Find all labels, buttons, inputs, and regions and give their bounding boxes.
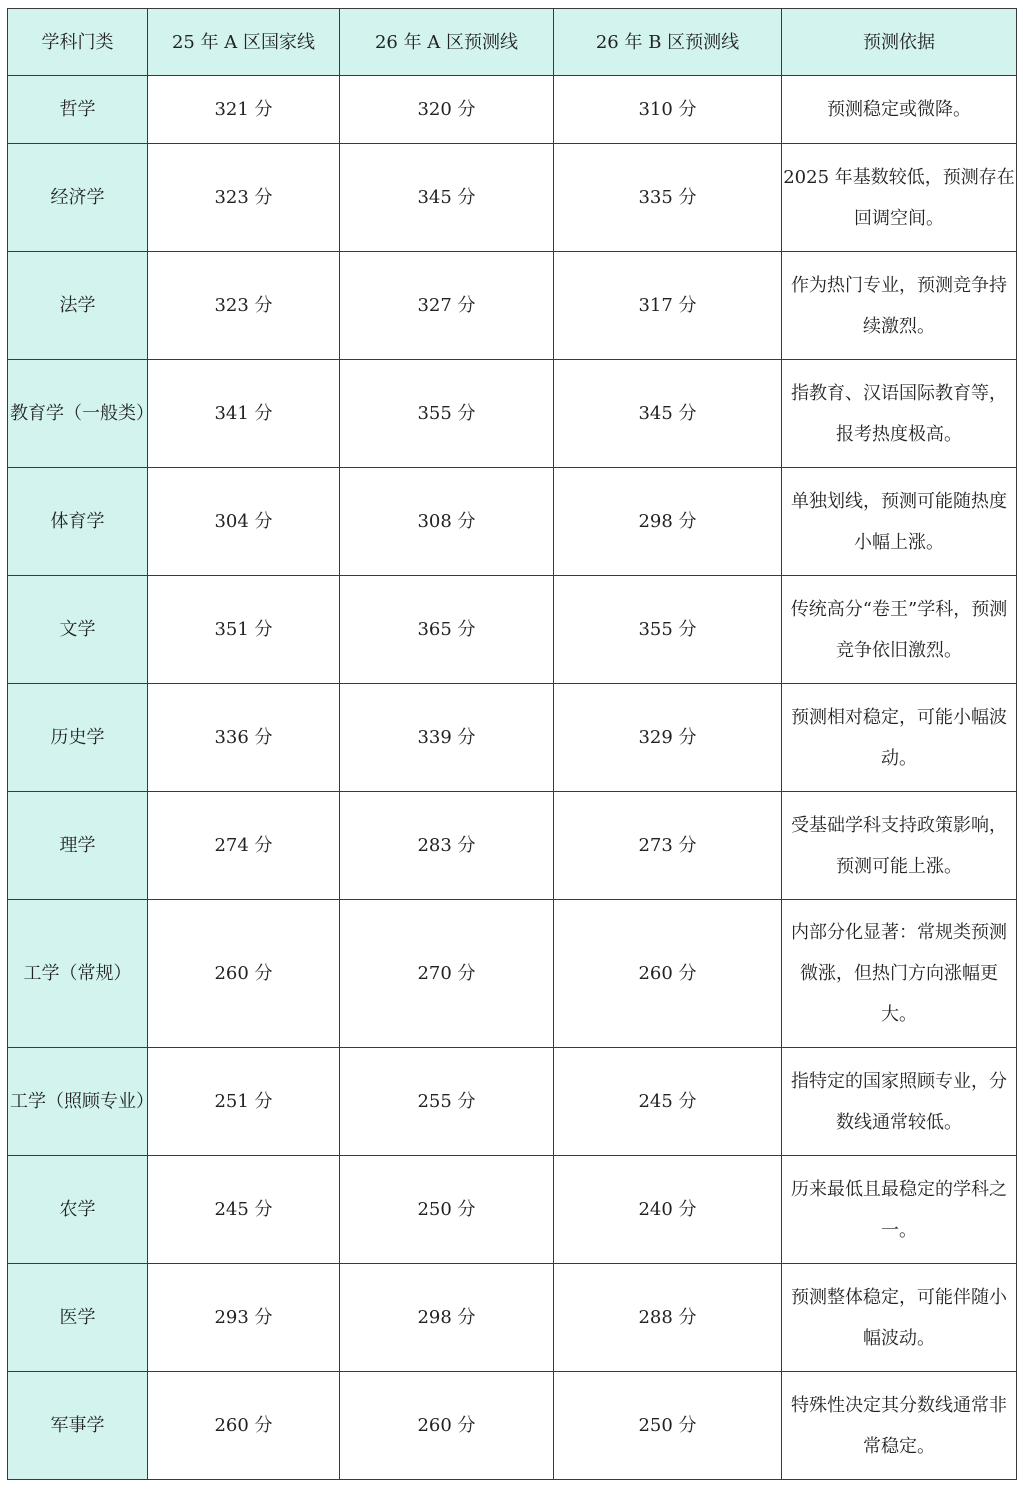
a26-cell: 327 分 xyxy=(340,252,554,360)
b26-cell: 317 分 xyxy=(554,252,782,360)
a26-cell: 255 分 xyxy=(340,1048,554,1156)
table-row xyxy=(8,792,1017,900)
subject-cell: 工学（常规） xyxy=(8,900,148,1048)
a25-cell: 251 分 xyxy=(148,1048,340,1156)
score-table xyxy=(7,8,1017,1480)
table-row xyxy=(8,468,1017,576)
b26-cell: 288 分 xyxy=(554,1264,782,1372)
header-basis: 预测依据 xyxy=(782,9,1017,76)
b26-cell: 260 分 xyxy=(554,900,782,1048)
table-header xyxy=(8,9,1017,76)
basis-cell: 预测相对稳定，可能小幅波动。 xyxy=(782,684,1017,792)
table-row xyxy=(8,252,1017,360)
table-row xyxy=(8,900,1017,1048)
a26-cell: 345 分 xyxy=(340,144,554,252)
a26-cell: 355 分 xyxy=(340,360,554,468)
basis-cell: 历来最低且最稳定的学科之一。 xyxy=(782,1156,1017,1264)
b26-cell: 245 分 xyxy=(554,1048,782,1156)
a25-cell: 293 分 xyxy=(148,1264,340,1372)
subject-cell: 法学 xyxy=(8,252,148,360)
subject-cell: 工学（照顾专业） xyxy=(8,1048,148,1156)
table-row xyxy=(8,360,1017,468)
a25-cell: 321 分 xyxy=(148,76,340,144)
b26-cell: 310 分 xyxy=(554,76,782,144)
b26-cell: 329 分 xyxy=(554,684,782,792)
a26-cell: 298 分 xyxy=(340,1264,554,1372)
basis-cell: 指特定的国家照顾专业，分数线通常较低。 xyxy=(782,1048,1017,1156)
subject-cell: 文学 xyxy=(8,576,148,684)
a25-cell: 341 分 xyxy=(148,360,340,468)
subject-cell: 体育学 xyxy=(8,468,148,576)
a25-cell: 245 分 xyxy=(148,1156,340,1264)
basis-cell: 预测稳定或微降。 xyxy=(782,76,1017,144)
basis-cell: 受基础学科支持政策影响，预测可能上涨。 xyxy=(782,792,1017,900)
a26-cell: 365 分 xyxy=(340,576,554,684)
table-row xyxy=(8,76,1017,144)
subject-cell: 理学 xyxy=(8,792,148,900)
a25-cell: 260 分 xyxy=(148,900,340,1048)
b26-cell: 273 分 xyxy=(554,792,782,900)
basis-cell: 传统高分“卷王”学科，预测竞争依旧激烈。 xyxy=(782,576,1017,684)
subject-cell: 医学 xyxy=(8,1264,148,1372)
a25-cell: 260 分 xyxy=(148,1372,340,1480)
table-row xyxy=(8,576,1017,684)
subject-cell: 哲学 xyxy=(8,76,148,144)
a26-cell: 250 分 xyxy=(340,1156,554,1264)
table-row xyxy=(8,1372,1017,1480)
basis-cell: 特殊性决定其分数线通常非常稳定。 xyxy=(782,1372,1017,1480)
table-row xyxy=(8,144,1017,252)
basis-cell: 内部分化显著：常规类预测微涨，但热门方向涨幅更大。 xyxy=(782,900,1017,1048)
b26-cell: 240 分 xyxy=(554,1156,782,1264)
header-a26: 26 年 A 区预测线 xyxy=(340,9,554,76)
a26-cell: 260 分 xyxy=(340,1372,554,1480)
subject-cell: 教育学（一般类） xyxy=(8,360,148,468)
subject-cell: 农学 xyxy=(8,1156,148,1264)
a25-cell: 323 分 xyxy=(148,144,340,252)
table-row xyxy=(8,1264,1017,1372)
a26-cell: 308 分 xyxy=(340,468,554,576)
b26-cell: 250 分 xyxy=(554,1372,782,1480)
a25-cell: 304 分 xyxy=(148,468,340,576)
table-row xyxy=(8,1048,1017,1156)
header-subject: 学科门类 xyxy=(8,9,148,76)
b26-cell: 335 分 xyxy=(554,144,782,252)
header-b26: 26 年 B 区预测线 xyxy=(554,9,782,76)
a25-cell: 274 分 xyxy=(148,792,340,900)
basis-cell: 指教育、汉语国际教育等，报考热度极高。 xyxy=(782,360,1017,468)
basis-cell: 作为热门专业，预测竞争持续激烈。 xyxy=(782,252,1017,360)
table-row xyxy=(8,1156,1017,1264)
header-a25: 25 年 A 区国家线 xyxy=(148,9,340,76)
header-row xyxy=(8,9,1017,76)
table-row xyxy=(8,684,1017,792)
a26-cell: 283 分 xyxy=(340,792,554,900)
table-body xyxy=(8,76,1017,1480)
b26-cell: 345 分 xyxy=(554,360,782,468)
subject-cell: 军事学 xyxy=(8,1372,148,1480)
subject-cell: 历史学 xyxy=(8,684,148,792)
subject-cell: 经济学 xyxy=(8,144,148,252)
b26-cell: 298 分 xyxy=(554,468,782,576)
basis-cell: 预测整体稳定，可能伴随小幅波动。 xyxy=(782,1264,1017,1372)
a26-cell: 320 分 xyxy=(340,76,554,144)
a26-cell: 270 分 xyxy=(340,900,554,1048)
basis-cell: 2025 年基数较低，预测存在回调空间。 xyxy=(782,144,1017,252)
a25-cell: 323 分 xyxy=(148,252,340,360)
basis-cell: 单独划线，预测可能随热度小幅上涨。 xyxy=(782,468,1017,576)
a25-cell: 351 分 xyxy=(148,576,340,684)
a25-cell: 336 分 xyxy=(148,684,340,792)
a26-cell: 339 分 xyxy=(340,684,554,792)
b26-cell: 355 分 xyxy=(554,576,782,684)
